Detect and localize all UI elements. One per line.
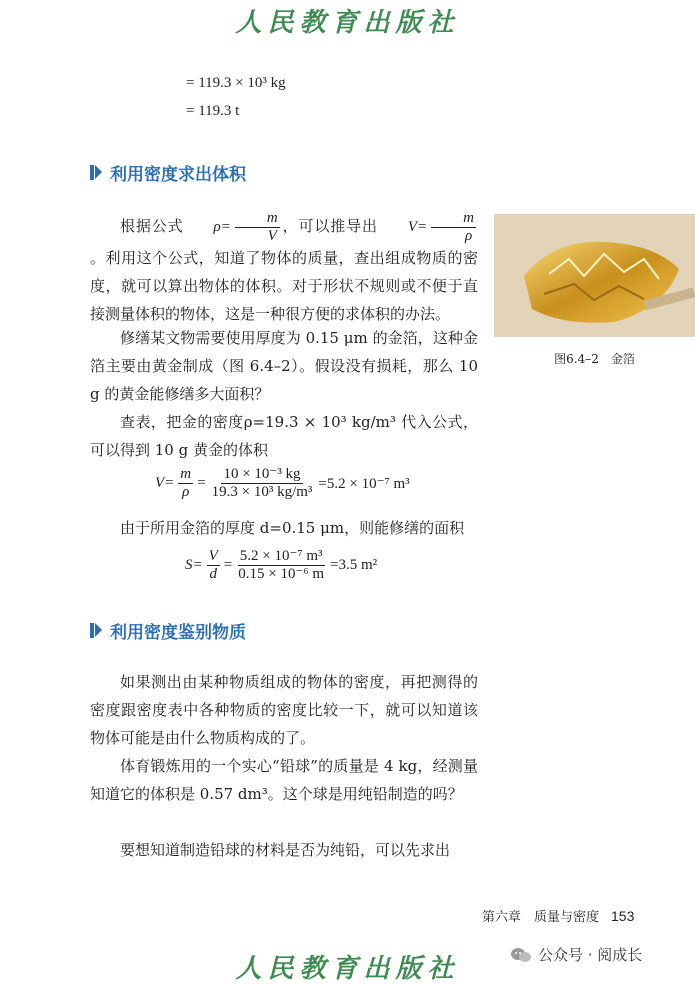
- publisher-logo-bottom: 人民教育出版社: [235, 954, 460, 984]
- equation-volume: V= $\frac{m}{\rho}$ = $\frac{\text{10 × 10⁻³ kg}}{\text{19.3 × 10³ kg/m³}}$ =5.2 × 10⁻⁷ m³: [155, 466, 410, 500]
- calc-line-1: = 119.3 × 10³ kg: [186, 75, 286, 91]
- section-marker-icon: [90, 165, 102, 180]
- section-title: 利用密度鉴别物质: [110, 623, 246, 643]
- figure-caption: 图6.4–2 金箔: [554, 352, 635, 366]
- formula-volume: V= $\frac{m}{\rho}$: [407, 210, 474, 244]
- wechat-icon: [510, 946, 532, 964]
- watermark-text: 公众号 · 阅成长: [538, 946, 643, 964]
- paragraph-lead-check: 要想知道制造铅球的材料是否为纯铅，可以先求出: [120, 841, 451, 859]
- text: 根据公式: [120, 217, 184, 235]
- section-title: 利用密度求出体积: [110, 165, 246, 185]
- page-footer: [482, 906, 634, 925]
- formula-density: ρ= $\frac{m}{V}$: [213, 210, 278, 244]
- paragraph-identify-method: 如果测出由某种物质组成的物体的密度，再把测得的密度跟密度表中各种物质的密度比较一下，就可以知道该物体可能是由什么物质构成的了。: [90, 673, 478, 747]
- equation-area: S= $\frac{V}{d}$ = $\frac{\text{5.2 × 10⁻⁷ m³}}{\text{0.15 × 10⁻⁶ m}}$ =3.5 m²: [185, 548, 378, 582]
- text: ，可以推导出: [281, 217, 378, 235]
- calc-line-2: = 119.3 t: [186, 103, 240, 119]
- publisher-logo-top: 人民教育出版社: [235, 8, 460, 38]
- paragraph-formula-intro: [90, 210, 478, 328]
- paragraph-thickness: 由于所用金箔的厚度 d=0.15 μm，则能修缮的面积: [120, 519, 465, 537]
- paragraph-shot-put: 体育锻炼用的一个实心“铅球”的质量是 4 kg，经测量知道它的体积是 0.57 dm³。这个球是用纯铅制造的吗？: [90, 757, 478, 803]
- watermark: [510, 944, 642, 965]
- section-marker-icon: [90, 623, 102, 638]
- chapter-label: 第六章 质量与密度: [482, 910, 600, 925]
- gold-foil-photo: [494, 214, 695, 337]
- page-number: 153: [611, 908, 635, 924]
- gold-foil-icon: [494, 214, 695, 337]
- section-heading-volume: [90, 160, 246, 185]
- section-heading-identify: [90, 618, 246, 643]
- paragraph-gold-foil: 修缮某文物需要使用厚度为 0.15 μm 的金箔，这种金箔主要由黄金制成（图 6.4–2）。假设没有损耗，那么 10 g 的黄金能修缮多大面积？: [90, 329, 478, 403]
- paragraph-lookup: 查表，把金的密度ρ=19.3 × 10³ kg/m³ 代入公式，可以得到 10 g 黄金的体积: [90, 413, 478, 459]
- text: 。利用这个公式，知道了物体的质量，查出组成物质的密度，就可以算出物体的体积。对于形状不规则或不便于直接测量体积的物体，这是一种很方便的求体积的办法。: [90, 249, 478, 323]
